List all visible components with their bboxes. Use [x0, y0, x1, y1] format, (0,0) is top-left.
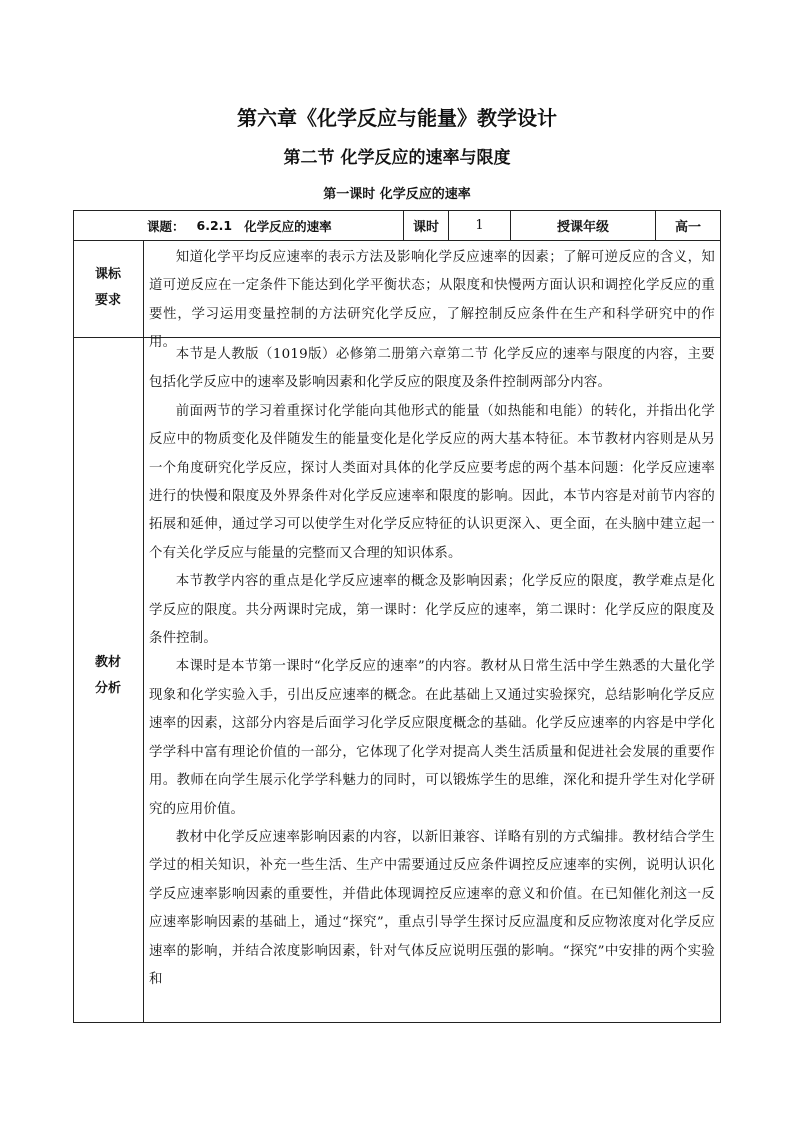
topic-label: 课题：: [147, 218, 185, 234]
topic-cell: [147, 211, 402, 240]
document-title: 第六章《化学反应与能量》教学设计: [237, 106, 557, 130]
analysis-label: [73, 650, 143, 702]
curriculum-label: [73, 262, 143, 314]
curriculum-label-line2: 要求: [94, 293, 121, 308]
analysis-label-line2: 分析: [94, 681, 121, 696]
curriculum-text: 知道化学平均反应速率的表示方法及影响化学反应速率的因素；了解可逆反应的含义，知道可逆反应在一定条件下能达到化学平衡状态；从限度和快慢两方面认识和调控化学反应的重要性，学习运用变量控制的方法研究化学反应，了解控制反应条件在生产和科学研究中的作用。: [149, 250, 715, 351]
analysis-paragraph: 本节是人教版（1019版）必修第二册第六章第二节 化学反应的速率与限度的内容，主要包括化学反应中的速率及影响因素和化学反应的限度及条件控制两部分内容。: [149, 347, 715, 391]
topic-name: 化学反应的速率: [244, 218, 332, 234]
section-title: 第二节 化学反应的速率与限度: [283, 148, 511, 168]
grade-label: 授课年级: [556, 220, 609, 235]
column-divider: [143, 240, 144, 1023]
analysis-paragraph: 教材中化学反应速率影响因素的内容，以新旧兼容、详略有别的方式编排。教材结合学生学过的相关知识，补充一些生活、生产中需要通过反应条件调控反应速率的实例，说明认识化学反应速率影响因素的重要性，并借此体现调控反应速率的意义和价值。在已知催化剂这一反应速率影响因素的基础上，通过“探究”，重点引导学生探讨反应温度和反应物浓度对化学反应速率的影响，并结合浓度影响因素，针对气体反应说明压强的影响。“探究”中安排的两个实验和: [149, 829, 715, 987]
row-divider: [73, 240, 721, 241]
lesson-title: 第一课时 化学反应的速率: [323, 187, 471, 202]
analysis-paragraph: 前面两节的学习着重探讨化学能向其他形式的能量（如热能和电能）的转化，并指出化学反应中的物质变化及伴随发生的能量变化是化学反应的两大基本特征。本节教材内容则是从另一个角度研究化学反应，探讨人类面对具体的化学反应要考虑的两个基本问题：化学反应速率进行的快慢和限度及外界条件对化学反应速率和限度的影响。因此，本节内容是对前节内容的拓展和延伸，通过学习可以使学生对化学反应特征的认识更深入、更全面，在头脑中建立起一个有关化学反应与能量的完整而又合理的知识体系。: [149, 403, 715, 561]
analysis-paragraph: 本课时是本节第一课时“化学反应的速率”的内容。教材从日常生活中学生熟悉的大量化学现象和化学实验入手，引出反应速率的概念。在此基础上又通过实验探究，总结影响化学反应速率的因素，这部分内容是后面学习化学反应限度概念的基础。化学反应速率的内容是中学化学学科中富有理论价值的一部分，它体现了化学对提高人类生活质量和促进社会发展的重要作用。教师在向学生展示化学学科魅力的同时，可以锻炼学生的思维，深化和提升学生对化学研究的应用价值。: [149, 659, 715, 817]
hours-value: 1: [475, 218, 484, 233]
topic-code: 6.2.1: [196, 218, 233, 233]
analysis-text-block: [149, 341, 715, 994]
analysis-label-line1: 教材: [94, 655, 121, 670]
grade-value: 高一: [674, 220, 701, 235]
analysis-paragraph: 本节教学内容的重点是化学反应速率的概念及影响因素；化学反应的限度，教学难点是化学反应的限度。共分两课时完成，第一课时：化学反应的速率，第二课时：化学反应的限度及条件控制。: [149, 574, 715, 647]
curriculum-label-line1: 课标: [94, 267, 121, 282]
hours-label: 课时: [412, 220, 439, 235]
